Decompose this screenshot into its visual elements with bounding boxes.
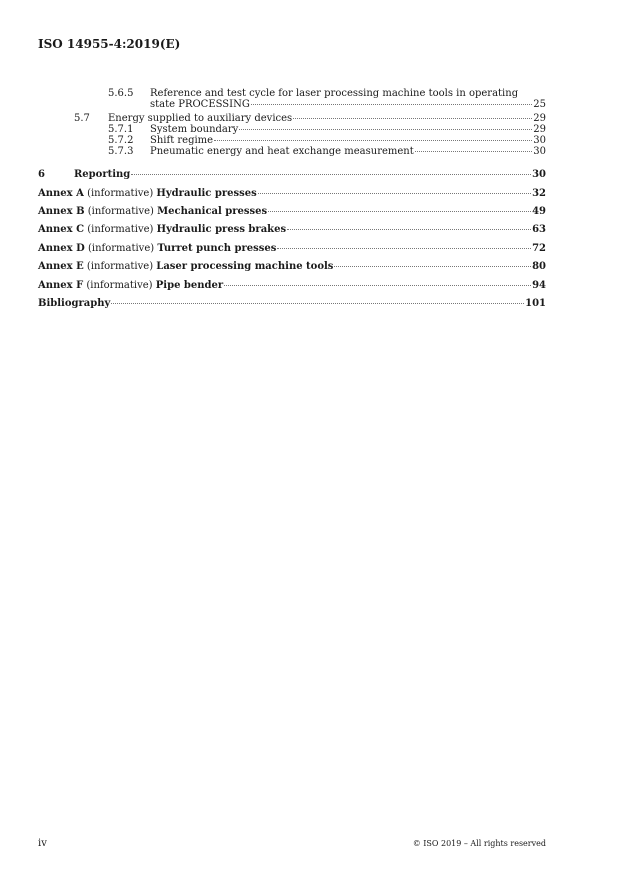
toc-entry-annex-b[interactable] (38, 206, 546, 217)
toc-entry-number: 5.7 (74, 113, 90, 124)
toc-entry-annex-d[interactable] (38, 243, 546, 254)
annex-type: (informative) (87, 224, 154, 235)
toc-entry-6[interactable] (38, 169, 546, 180)
toc-entry-annex-a[interactable] (38, 188, 546, 199)
toc-entry-title: System boundary (150, 124, 239, 135)
annex-label: Annex D (38, 243, 85, 254)
toc-entry-page: 49 (532, 206, 546, 217)
dot-leader (277, 248, 531, 249)
dot-leader (258, 193, 531, 194)
document-header-title: ISO 14955-4:2019(E) (38, 37, 181, 51)
toc-entry-title: Reporting (74, 169, 131, 180)
toc-entry-title: Pneumatic energy and heat exchange measurement (150, 146, 414, 157)
toc-entry-5-7-3[interactable] (108, 146, 546, 157)
annex-type: (informative) (87, 243, 155, 254)
annex-label: Annex B (38, 206, 85, 217)
toc-entry-title-line1: Reference and test cycle for laser processing machine tools in operating (150, 88, 519, 99)
annex-title: Mechanical presses (157, 206, 268, 217)
toc-entry-title: Shift regime (150, 135, 214, 146)
toc-entry-title: Bibliography (38, 298, 111, 309)
toc-entry-title-line2: state PROCESSING (150, 99, 250, 110)
annex-type: (informative) (87, 188, 154, 199)
toc-entry-page: 72 (532, 243, 546, 254)
toc-entry-title: Energy supplied to auxiliary devices (108, 113, 293, 124)
toc-entry-page: 80 (532, 261, 546, 272)
annex-label: Annex F (38, 280, 84, 291)
footer-copyright: © ISO 2019 – All rights reserved (412, 839, 546, 848)
dot-leader (239, 129, 532, 130)
footer-page-number: iv (38, 838, 47, 849)
dot-leader (224, 285, 531, 286)
toc-entry-5-7[interactable] (74, 113, 546, 124)
toc-entry-number: 5.7.1 (108, 124, 134, 135)
annex-label: Annex A (38, 188, 84, 199)
dot-leader (293, 118, 532, 119)
toc-entry-number: 6 (38, 169, 45, 180)
annex-label: Annex C (38, 224, 85, 235)
toc-entry-page: 25 (533, 99, 546, 110)
toc-entry-page: 101 (525, 298, 546, 309)
dot-leader (268, 211, 531, 212)
annex-title: Pipe bender (155, 280, 224, 291)
toc-entry-5-7-2[interactable] (108, 135, 546, 146)
toc-entry-5-7-1[interactable] (108, 124, 546, 135)
toc-entry-page: 29 (533, 124, 546, 135)
toc-entry-annex-e[interactable] (38, 261, 546, 272)
dot-leader (415, 151, 533, 152)
toc-entry-number: 5.7.3 (108, 146, 134, 157)
toc-entry-bibliography[interactable] (38, 298, 546, 309)
dot-leader (287, 229, 531, 230)
toc-entry-page: 94 (532, 280, 546, 291)
annex-title: Hydraulic press brakes (156, 224, 287, 235)
toc-entry-page: 30 (532, 169, 546, 180)
toc-entry-number: 5.7.2 (108, 135, 134, 146)
annex-type: (informative) (86, 261, 154, 272)
dot-leader (251, 104, 532, 105)
toc-entry-page: 30 (533, 135, 546, 146)
toc-entry-page: 29 (533, 113, 546, 124)
toc-entry-number: 5.6.5 (108, 88, 134, 99)
toc-entry-annex-f[interactable] (38, 280, 546, 291)
annex-type: (informative) (86, 280, 153, 291)
annex-type: (informative) (87, 206, 154, 217)
toc-entry-page: 63 (532, 224, 546, 235)
annex-title: Hydraulic presses (156, 188, 257, 199)
toc-entry-page: 32 (532, 188, 546, 199)
toc-entry-annex-c[interactable] (38, 224, 546, 235)
dot-leader (131, 174, 531, 175)
annex-title: Turret punch presses (157, 243, 277, 254)
toc-entry-page: 30 (533, 146, 546, 157)
dot-leader (214, 140, 532, 141)
annex-label: Annex E (38, 261, 84, 272)
dot-leader (334, 266, 531, 267)
annex-title: Laser processing machine tools (156, 261, 334, 272)
dot-leader (111, 303, 524, 304)
